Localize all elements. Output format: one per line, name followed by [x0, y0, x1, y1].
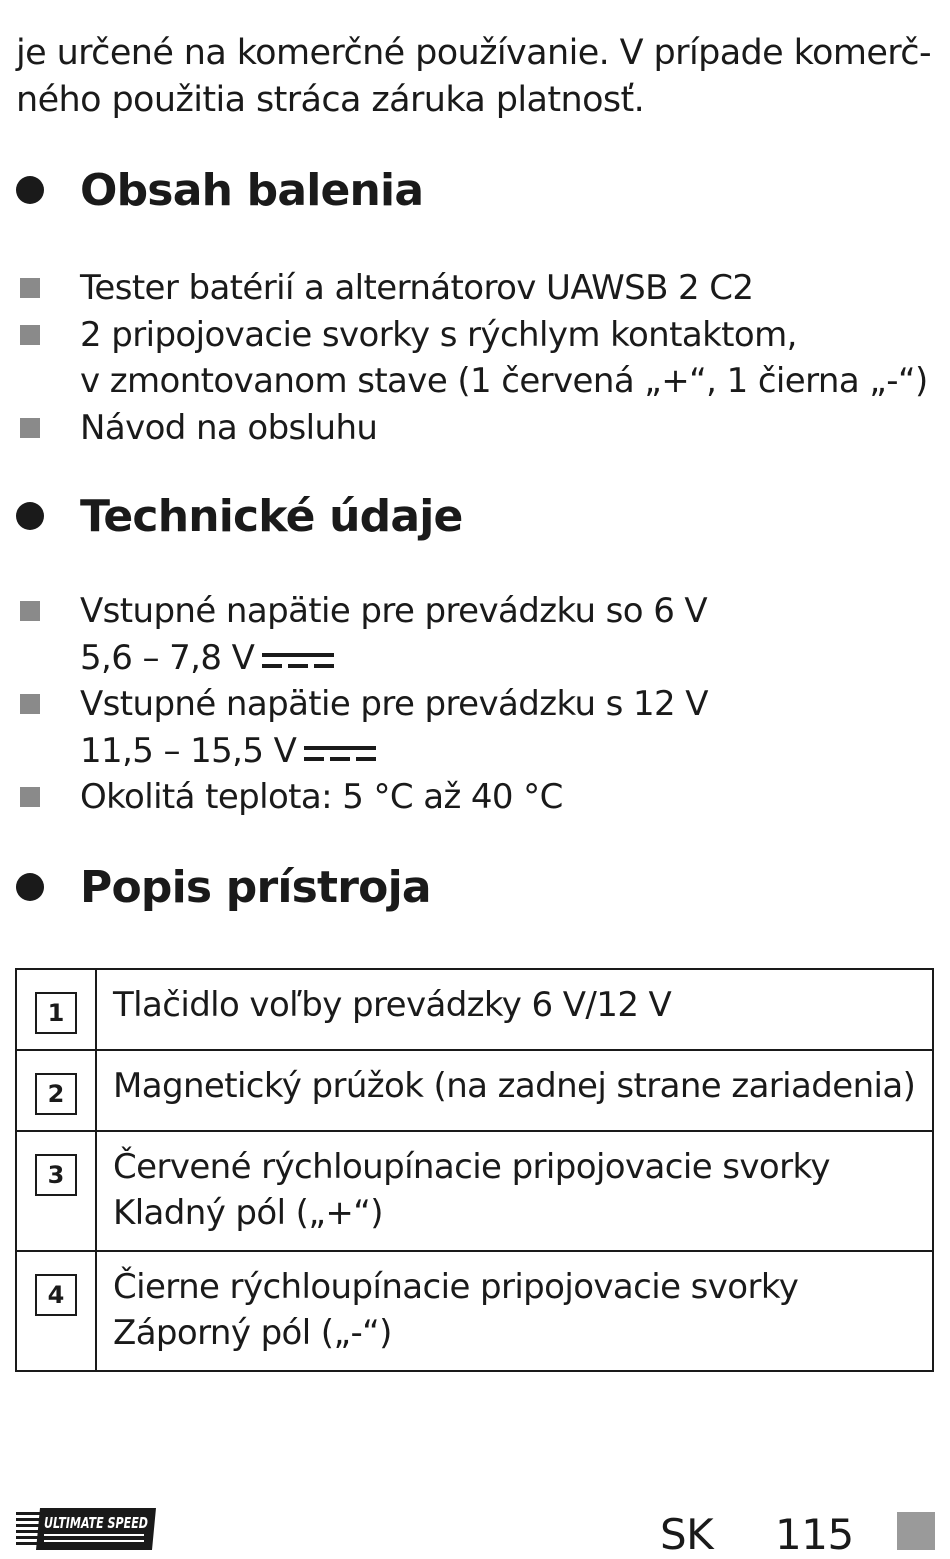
section-title: Obsah balenia: [80, 164, 424, 216]
square-bullet-icon: [20, 601, 40, 621]
direct-current-icon: [262, 651, 334, 671]
part-description: Záporný pól („-“): [113, 1313, 392, 1353]
section-heading-specs: [16, 486, 936, 546]
list-item-text: Vstupné napätie pre prevádzku so 6 V: [80, 591, 708, 631]
section-heading-contents: [16, 160, 936, 220]
list-item: [16, 681, 936, 774]
square-bullet-icon: [20, 787, 40, 807]
part-number: 3: [35, 1154, 77, 1196]
intro-line: ného použitia stráca záruka platnosť.: [16, 80, 645, 120]
part-description: Čierne rýchloupínacie pripojovacie svorky: [113, 1267, 799, 1307]
table-row: [16, 1050, 933, 1131]
ultimate-speed-logo: [14, 1504, 156, 1554]
page-marker-square: [897, 1512, 935, 1550]
square-bullet-icon: [20, 325, 40, 345]
list-item: [16, 405, 936, 452]
section-heading-description: [16, 857, 936, 917]
contents-list: [16, 265, 936, 451]
table-row: [16, 1131, 933, 1251]
list-item: [16, 774, 936, 821]
list-item-text: v zmontovanom stave (1 červená „+“, 1 čierna „-“): [80, 361, 928, 401]
part-description: Kladný pól („+“): [113, 1193, 383, 1233]
square-bullet-icon: [20, 278, 40, 298]
part-number: 2: [35, 1073, 77, 1115]
list-item-text: 2 pripojovacie svorky s rýchlym kontaktom,: [80, 314, 797, 355]
square-bullet-icon: [20, 418, 40, 438]
parts-table: [15, 968, 934, 1372]
direct-current-icon: [304, 744, 376, 764]
section-title: Popis prístroja: [80, 861, 431, 913]
list-item-text: Vstupné napätie pre prevádzku s 12 V: [80, 684, 708, 724]
bullet-dot-icon: [16, 176, 44, 204]
part-description: Červené rýchloupínacie pripojovacie svorky: [113, 1147, 830, 1187]
list-item-text: Návod na obsluhu: [80, 407, 378, 448]
language-code: SK: [660, 1510, 714, 1559]
page-number: 115: [775, 1510, 854, 1559]
part-description: Tlačidlo voľby prevádzky 6 V/12 V: [113, 985, 672, 1025]
list-item-text: [80, 728, 936, 775]
voltage-range: 5,6 – 7,8 V: [80, 637, 255, 678]
square-bullet-icon: [20, 694, 40, 714]
list-item: [16, 312, 936, 405]
bullet-dot-icon: [16, 502, 44, 530]
part-number: 4: [35, 1274, 77, 1316]
list-item: [16, 265, 936, 312]
list-item-text: Okolitá teplota: 5 °C až 40 °C: [80, 777, 563, 817]
intro-paragraph: [16, 30, 936, 124]
list-item-text: Tester batérií a alternátorov UAWSB 2 C2: [80, 268, 754, 308]
part-number: 1: [35, 992, 77, 1034]
part-description: Magnetický prúžok (na zadnej strane zariadenia): [113, 1066, 916, 1106]
logo-text: ULTIMATE SPEED: [44, 1514, 148, 1532]
section-title: Technické údaje: [80, 490, 463, 542]
specs-list: [16, 588, 936, 821]
voltage-range: 11,5 – 15,5 V: [80, 730, 297, 771]
table-row: [16, 969, 933, 1050]
list-item: [16, 588, 936, 681]
table-row: [16, 1251, 933, 1371]
bullet-dot-icon: [16, 873, 44, 901]
intro-line: je určené na komerčné používanie. V prípade komerč-: [16, 33, 931, 73]
list-item-text: [80, 635, 936, 682]
